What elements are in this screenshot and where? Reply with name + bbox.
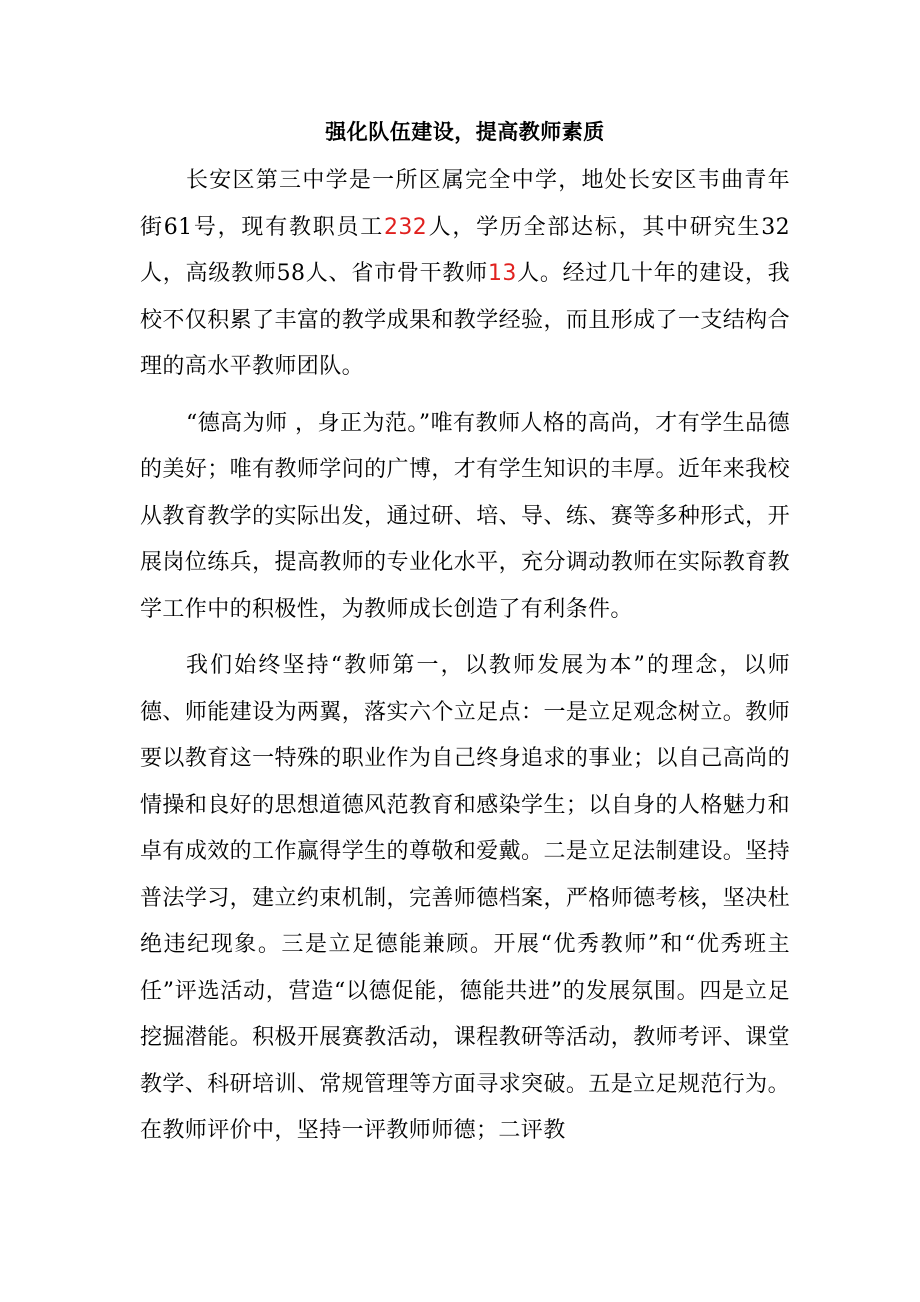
paragraph-text: 人。经过几十年的建设，我校不仅积累了丰富的教学成果和教学经验，而且形成了一支结构合理的高水平教师团队。: [140, 261, 790, 379]
paragraph-six-footholds: [140, 643, 790, 1155]
paragraph-text: 人，学历全部达标，其中研究生32人，高级教师58人、省市骨干教师: [140, 214, 790, 286]
paragraph-school-intro: [140, 158, 790, 391]
paragraph-text: 我们始终坚持“教师第一，以教师发展为本”的理念，以师德、师能建设为两翼，落实六个立足点：一是立足观念树立。教师要以教育这一特殊的职业作为自己终身追求的事业；以自己高尚的情操和良好的思想道德风范教育和感染学生；以自身的人格魅力和卓有成效的工作赢得学生的尊敬和爱戴。二是立足法制建设。坚持普法学习，建立约束机制，完善师德档案，严格师德考核，坚决杜绝违纪现象。三是立足德能兼顾。开展“优秀教师”和“优秀班主任”评选活动，营造“以德促能，德能共进”的发展氛围。四是立足挖掘潜能。积极开展赛教活动，课程教研等活动，教师考评、课堂教学、科研培训、常规管理等方面寻求突破。五是立足规范行为。在教师评价中，坚持一评教师师德；二评教: [140, 653, 790, 1143]
paragraph-text: “德高为师 ，身正为范。”唯有教师人格的高尚，才有学生品德的美好；唯有教师学问的广博，才有学生知识的丰厚。近年来我校从教育教学的实际出发，通过研、培、导、练、赛等多种形式，开展岗位练兵，提高教师的专业化水平，充分调动教师在实际教育教学工作中的积极性，为教师成长创造了有利条件。: [140, 410, 790, 622]
paragraph-teacher-ethics: [140, 401, 790, 634]
paragraph-text: 长安区第三中学是一所区属完全中学，地处长安区韦曲青年街61号，现有教职员工: [140, 168, 790, 240]
staff-count-highlight: 232: [384, 214, 428, 240]
document-title: 强化队伍建设，提高教师素质: [325, 119, 605, 144]
backbone-teacher-count-highlight: 13: [487, 261, 517, 286]
document-page: [140, 112, 790, 1155]
